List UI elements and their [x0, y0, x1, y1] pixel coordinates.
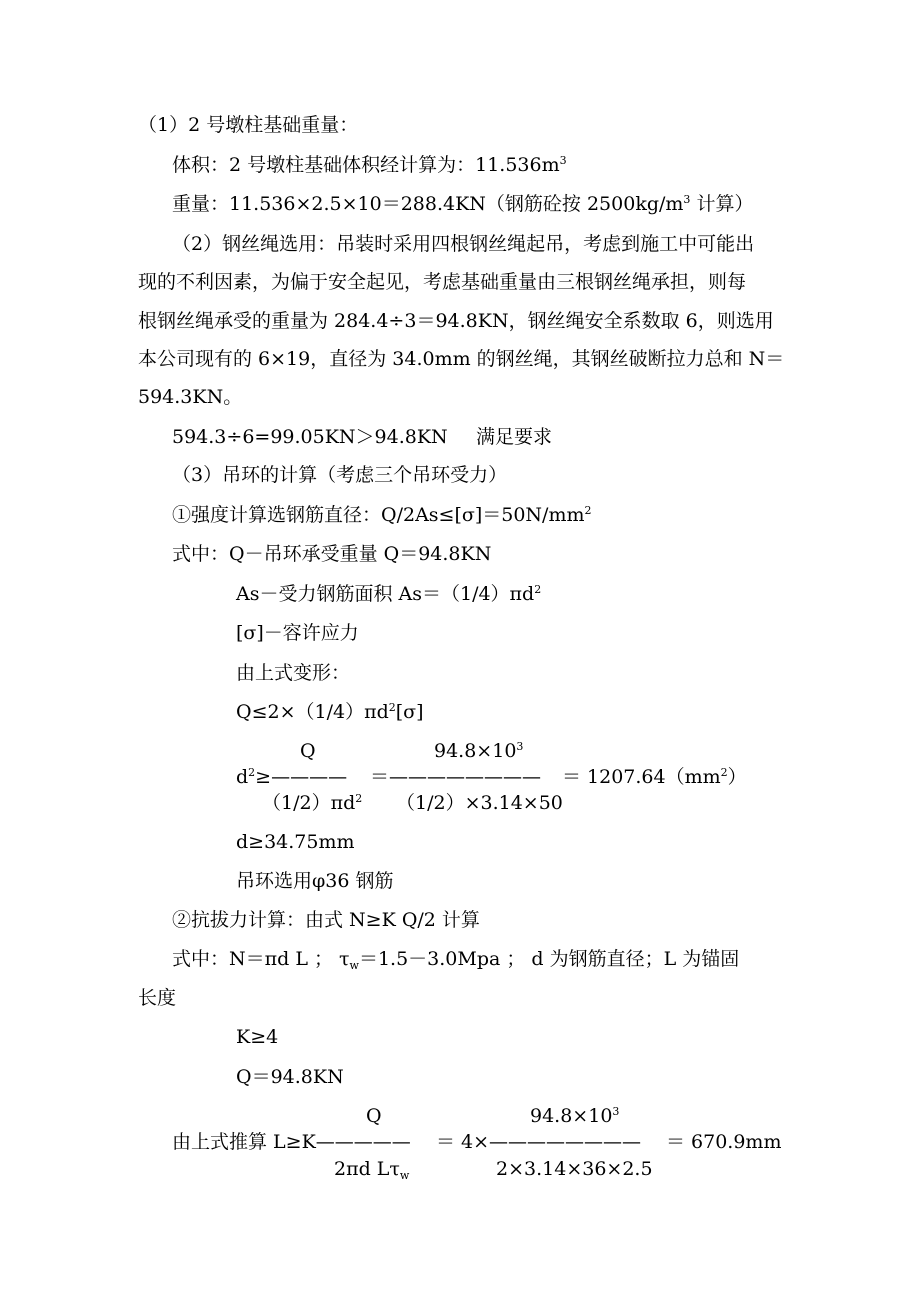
volume-text: 体积：2 号墩柱基础体积经计算为：11.536m — [172, 154, 560, 176]
where-sigma-text: [σ]－容许应力 — [236, 622, 359, 644]
frac2-denominator-left — [334, 1157, 409, 1181]
weight-line — [172, 192, 753, 216]
where-as-line — [236, 582, 541, 606]
section1-heading-text: （1）2 号墩柱基础重量： — [138, 114, 359, 136]
volume-unit-exponent: 3 — [559, 154, 567, 167]
rope-para-line-3 — [138, 309, 774, 333]
frac2-denominator-right — [496, 1157, 653, 1181]
d-result-line — [236, 830, 355, 854]
q-text: Q＝94.8KN — [236, 1066, 344, 1088]
where-sigma-line — [236, 621, 359, 645]
frac1-main-line — [236, 765, 347, 789]
where-n-continuation — [138, 986, 176, 1010]
where-as-text: As－受力钢筋面积 As＝（1/4）πd — [236, 583, 535, 605]
rope-para-line-5 — [138, 385, 242, 409]
frac1-num1: Q — [300, 740, 316, 762]
where-q-text: 式中：Q－吊环承受重量 Q＝94.8KN — [172, 543, 492, 565]
frac2-num2: 94.8×10 — [530, 1105, 613, 1127]
weight-text-tail: 计算） — [690, 193, 754, 215]
frac2-den2: 2×3.14×36×2.5 — [496, 1158, 653, 1180]
d-result-text: d≥34.75mm — [236, 831, 355, 853]
where-n-subscript: w — [349, 959, 359, 972]
frac2-num2-exponent: 3 — [612, 1105, 620, 1118]
where-q-line — [172, 542, 491, 566]
frac1-lhs: d — [236, 766, 249, 788]
frac2-numerator-left — [366, 1104, 382, 1128]
rope-para-line-1 — [172, 232, 754, 256]
where-n-text: 式中：N＝πd L ； τ — [172, 948, 350, 970]
choice-line — [236, 869, 394, 893]
frac2-lhs: 由上式推算 L≥K————— — [172, 1131, 411, 1153]
rope-check-result — [476, 425, 552, 449]
rope-para-text-4: 本公司现有的 6×19，直径为 34.0mm 的钢丝绳，其钢丝破断拉力总和 N＝ — [138, 348, 785, 370]
frac1-mid-line — [370, 765, 541, 789]
frac1-result-tail: ） — [727, 766, 747, 788]
weight-text: 重量：11.536×2.5×10＝288.4KN（钢筋砼按 2500kg/m — [172, 193, 684, 215]
inequality-text: Q≤2×（1/4）πd — [236, 701, 389, 723]
q-line — [236, 1065, 344, 1089]
rope-para-text-1: （2）钢丝绳选用：吊装时采用四根钢丝绳起吊，考虑到施工中可能出 — [172, 233, 755, 255]
frac1-num2-exponent: 3 — [516, 740, 524, 753]
transform-text: 由上式变形： — [236, 662, 351, 684]
choice-text: 吊环选用φ36 钢筋 — [236, 870, 394, 892]
rope-para-text-5: 594.3KN。 — [138, 386, 243, 408]
frac1-lhs-exponent: 2 — [248, 766, 256, 779]
k-line — [236, 1025, 278, 1049]
where-n-cont-text: 长度 — [138, 987, 177, 1009]
frac1-result: ＝ 1207.64（mm — [562, 766, 721, 788]
frac2-numerator-right — [530, 1104, 619, 1128]
section3-heading-text: （3）吊环的计算（考虑三个吊环受力） — [172, 464, 508, 486]
rope-check-expr: 594.3÷6=99.05KN＞94.8KN — [172, 426, 448, 448]
frac1-num2: 94.8×10 — [434, 740, 517, 762]
strength-line — [172, 503, 592, 527]
frac2-num1: Q — [366, 1105, 382, 1127]
frac1-numerator-right — [434, 739, 523, 763]
frac2-mid: ＝ 4×———————— — [436, 1131, 642, 1153]
rope-check-result-text: 满足要求 — [476, 426, 553, 448]
frac1-mid: ＝———————— — [370, 766, 542, 788]
frac1-lhs-bar: ≥———— — [255, 766, 348, 788]
section3-heading — [172, 463, 507, 487]
strength-unit-exponent: 2 — [584, 504, 592, 517]
strength-text: ①强度计算选钢筋直径：Q/2As≤[σ]＝50N/mm — [172, 504, 585, 526]
k-text: K≥4 — [236, 1026, 279, 1048]
volume-line — [172, 153, 567, 177]
frac1-denominator-right — [396, 791, 563, 815]
frac1-result-exponent: 2 — [720, 766, 728, 779]
frac2-mid-line — [436, 1130, 641, 1154]
frac1-result-line — [562, 765, 747, 789]
rope-para-line-4 — [138, 347, 784, 371]
where-as-exponent: 2 — [534, 583, 542, 596]
pullout-text: ②抗拔力计算：由式 N≥K Q/2 计算 — [172, 909, 480, 931]
where-n-tail: ＝1.5－3.0Mpa ； d 为钢筋直径；L 为锚固 — [358, 948, 740, 970]
frac2-main-line — [172, 1130, 411, 1154]
inequality-exponent: 2 — [388, 701, 396, 714]
where-n-line — [172, 947, 739, 971]
frac1-den2: （1/2）×3.14×50 — [396, 792, 563, 814]
pullout-line — [172, 908, 480, 932]
frac1-denominator-left — [262, 791, 362, 815]
frac1-numerator-left — [300, 739, 316, 763]
frac2-result: ＝ 670.9mm — [666, 1131, 782, 1153]
rope-para-text-2: 现的不利因素，为偏于安全起见，考虑基础重量由三根钢丝绳承担，则每 — [138, 271, 747, 293]
inequality-line — [236, 700, 424, 724]
frac2-den1: 2πd Lτ — [334, 1158, 400, 1180]
section1-heading — [138, 113, 358, 137]
rope-para-line-2 — [138, 270, 746, 294]
weight-unit-exponent: 3 — [683, 193, 691, 206]
rope-check-line — [172, 425, 448, 449]
frac1-den1-exponent: 2 — [355, 792, 363, 805]
inequality-tail: [σ] — [395, 701, 424, 723]
frac2-result-line — [666, 1130, 781, 1154]
rope-para-text-3: 根钢丝绳承受的重量为 284.4÷3＝94.8KN，钢丝绳安全系数取 6，则选用 — [138, 310, 774, 332]
frac2-den1-subscript: w — [399, 1169, 410, 1182]
transform-line — [236, 661, 350, 685]
frac1-den1: （1/2）πd — [262, 792, 356, 814]
